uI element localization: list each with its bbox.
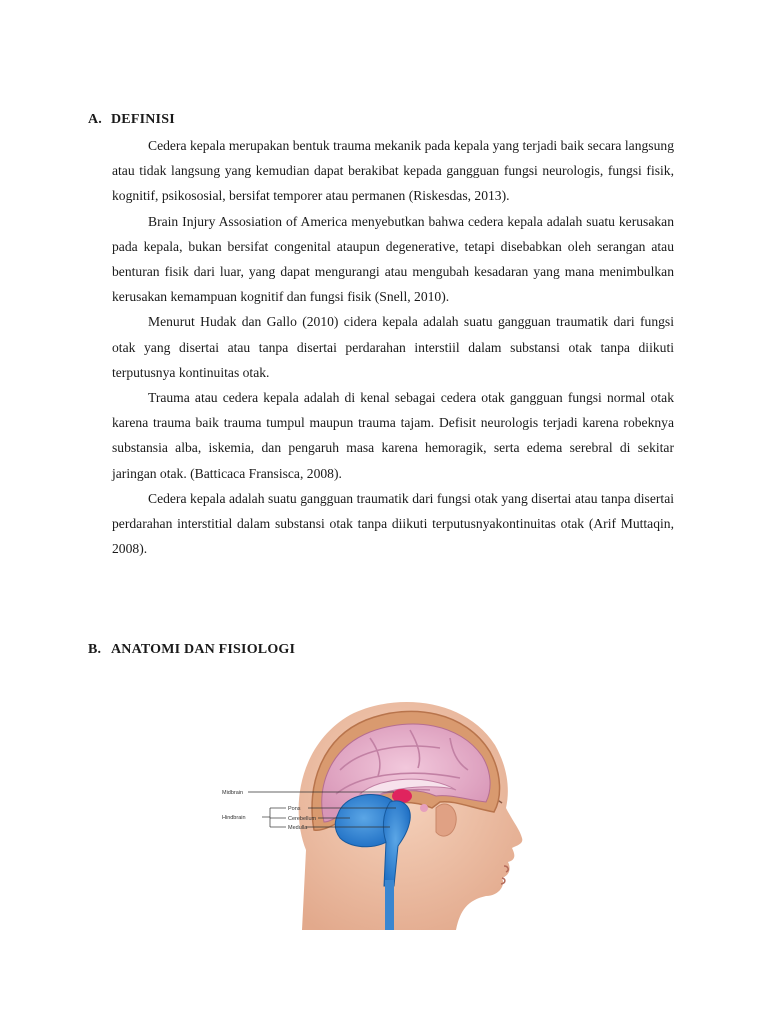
section-a-number: A. — [88, 112, 103, 127]
paragraph: Cedera kepala merupakan bentuk trauma mekanik pada kepala yang terjadi baik secara langsung atau tidak langsung yang kemudian dapat berakibat kepada gangguan fungsi neurologis, fungsi fisik, kognitif, psikososial, bersifat temporer atau permanen (Riskesdas, 2013). — [112, 138, 674, 204]
spinal-cord — [385, 880, 394, 930]
section-b-number: B. — [88, 642, 102, 657]
paragraph: Menurut Hudak dan Gallo (2010) cidera kepala adalah suatu gangguan traumatik dari fungsi otak yang disertai atau tanpa disertai perdarahan interstiil dalam substansi otak tanpa diikuti terputusnya kontinuitas otak. — [112, 314, 674, 380]
label-cerebellum: Cerebellum — [288, 816, 317, 822]
section-b-title: ANATOMI DAN FISIOLOGI — [111, 642, 296, 657]
section-a-title: DEFINISI — [111, 112, 175, 127]
section-b-heading — [88, 642, 295, 658]
pituitary — [420, 804, 428, 812]
label-pons: Pons — [288, 806, 301, 812]
paragraph: Brain Injury Assosiation of America menyebutkan bahwa cedera kepala adalah suatu kerusakan pada kepala, bukan bersifat congenital ataupun degenerative, tetapi disebabkan oleh serangan atau benturan fisik dari luar, yang dapat mengurangi atau mengubah kesadaran yang mana menimbulkan kerusakan kemampuan kognitif dan fungsi fisik (Snell, 2010). — [112, 213, 674, 305]
paragraph: Cedera kepala adalah suatu gangguan traumatik dari fungsi otak yang disertai atau tanpa disertai perdarahan interstitial dalam substansi otak tanpa diikuti terputusnyakontinuitas otak (Arif Muttaqin, 2008). — [112, 490, 674, 557]
section-a-body — [112, 133, 674, 561]
label-midbrain: Midbrain — [222, 790, 244, 796]
label-medulla: Medulla — [288, 825, 308, 831]
section-a-heading — [88, 112, 175, 128]
paragraph: Trauma atau cedera kepala adalah di kenal sebagai cedera otak gangguan fungsi normal otak karena trauma baik trauma tumpul maupun trauma tajam. Defisit neurologis terjadi karena robeknya substansia alba, iskemia, dan pengaruh masa karena hemoragik, serta edema serebral di sekitar jaringan otak. (Batticaca Fransisca, 2008). — [112, 390, 674, 481]
label-hindbrain: Hindbrain — [222, 815, 246, 821]
brain-anatomy-illustration — [210, 690, 540, 940]
brain-anatomy-figure — [210, 690, 540, 940]
